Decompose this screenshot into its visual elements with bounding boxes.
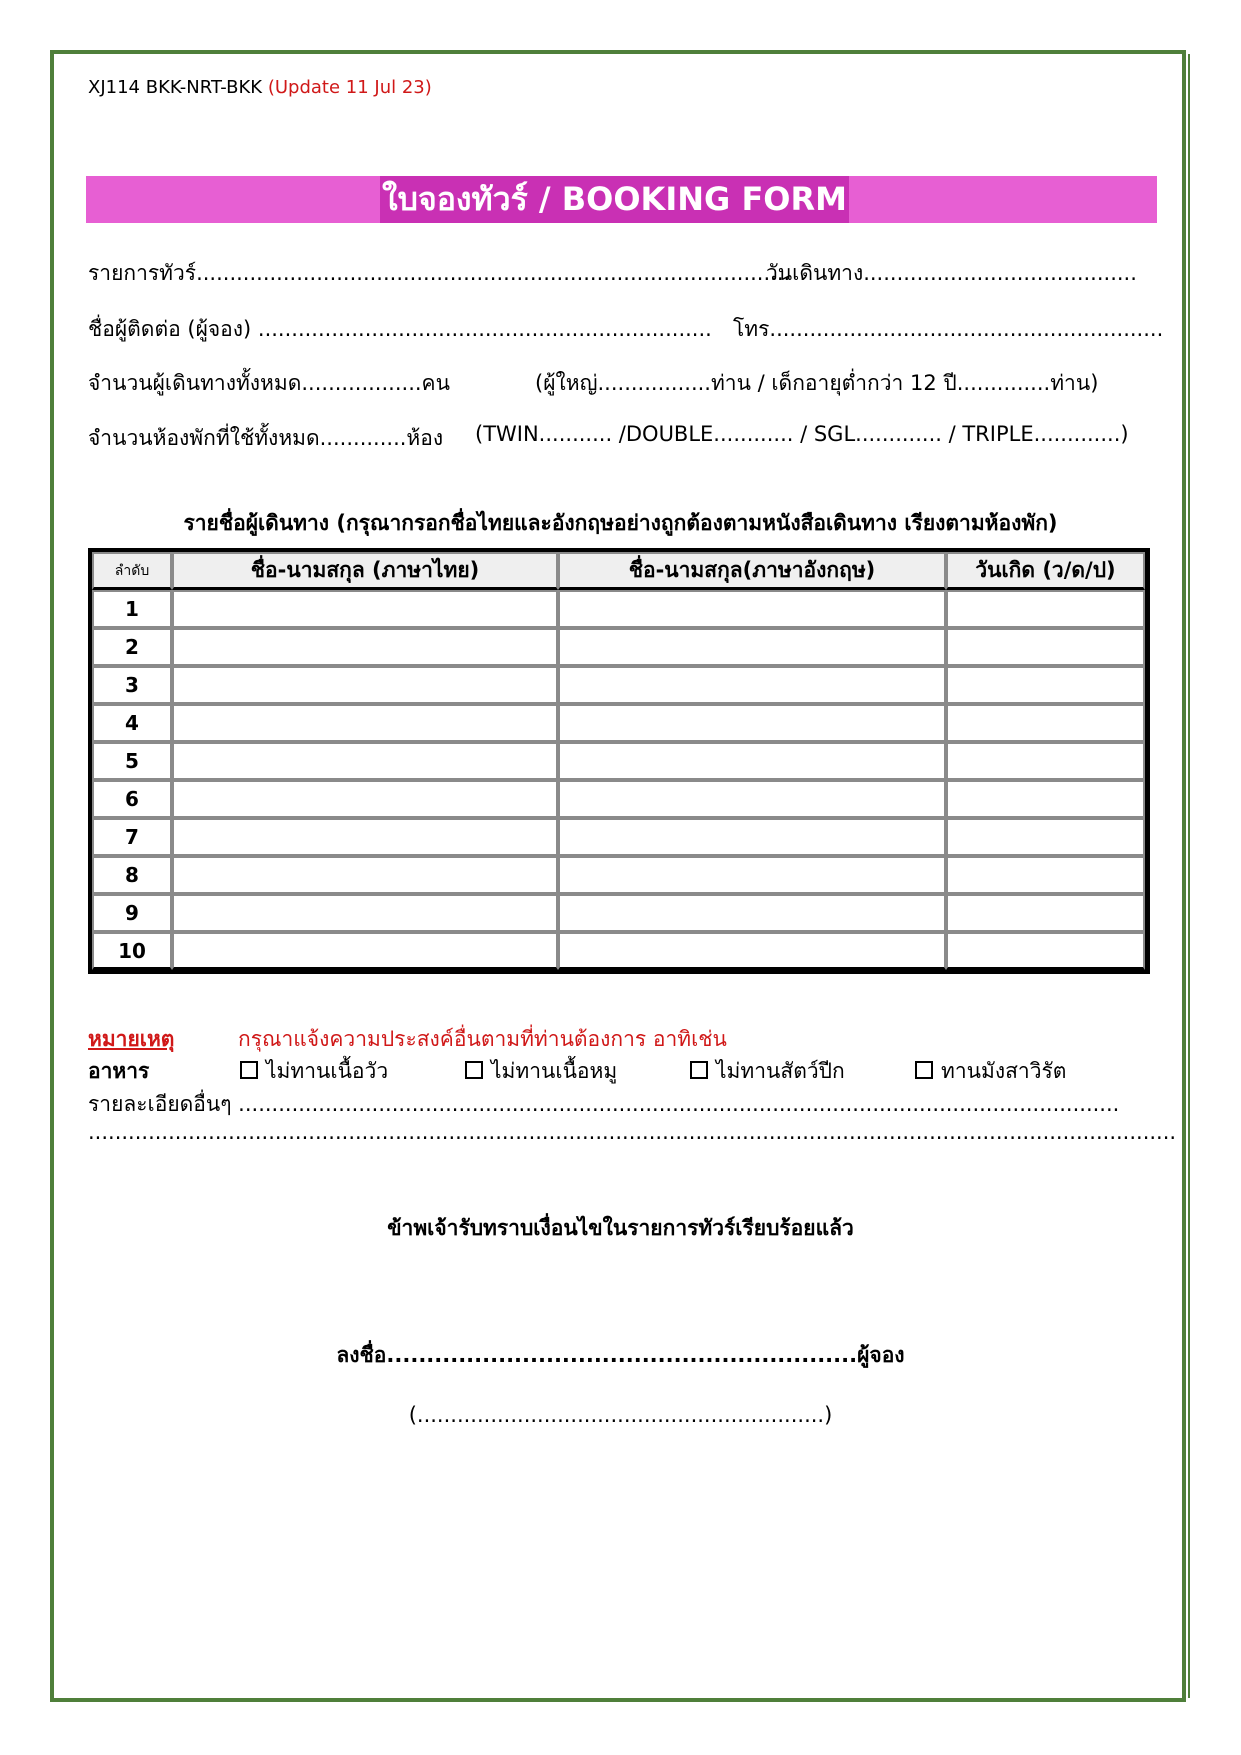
table-row: [92, 856, 1145, 894]
birthdate-cell[interactable]: [946, 856, 1145, 894]
english-name-cell[interactable]: [558, 780, 946, 818]
english-name-cell[interactable]: [558, 742, 946, 780]
update-date: (Update 11 Jul 23): [267, 77, 432, 98]
table-row: [92, 742, 1145, 780]
food-label: อาหาร: [88, 1059, 150, 1083]
tour-field[interactable]: รายการทัวร์.........................................................................................: [88, 261, 791, 285]
english-name-cell[interactable]: [558, 590, 946, 628]
row-number: 4: [92, 704, 172, 742]
travelers-breakdown[interactable]: (ผู้ใหญ่.................ท่าน / เด็กอายุต่ำกว่า 12 ปี..............ท่าน): [535, 371, 1099, 395]
contact-field[interactable]: ชื่อผู้ติดต่อ (ผู้จอง) ....................................................................: [88, 317, 712, 341]
row-number: 3: [92, 666, 172, 704]
thai-name-cell[interactable]: [172, 894, 558, 932]
thai-name-cell[interactable]: [172, 856, 558, 894]
thai-name-cell[interactable]: [172, 704, 558, 742]
table-row: [92, 818, 1145, 856]
table-row: [92, 666, 1145, 704]
checkbox[interactable]: [240, 1061, 258, 1079]
table-row: [92, 932, 1145, 970]
acknowledge-text: ข้าพเจ้ารับทราบเงื่อนไขในรายการทัวร์เรียบร้อยแล้ว: [387, 1216, 854, 1240]
header-thai-name: ชื่อ-นามสกุล (ภาษาไทย): [172, 552, 558, 590]
row-number: 1: [92, 590, 172, 628]
birthdate-cell[interactable]: [946, 780, 1145, 818]
birthdate-cell[interactable]: [946, 818, 1145, 856]
row-number: 5: [92, 742, 172, 780]
checkbox[interactable]: [690, 1061, 708, 1079]
thai-name-cell[interactable]: [172, 818, 558, 856]
form-title: ใบจองทัวร์ / BOOKING FORM: [380, 176, 849, 223]
birthdate-cell[interactable]: [946, 894, 1145, 932]
note-text: กรุณาแจ้งความประสงค์อื่นตามที่ท่านต้องการ อาทิเช่น: [238, 1027, 727, 1051]
tour-code-text: XJ114 BKK-NRT-BKK: [88, 77, 263, 98]
option-vegetarian[interactable]: ทานมังสาวิรัต: [915, 1055, 1066, 1088]
thai-name-cell[interactable]: [172, 590, 558, 628]
table-row: [92, 704, 1145, 742]
table-row: [92, 628, 1145, 666]
tour-code: [88, 77, 432, 98]
signature-field[interactable]: ลงชื่อ...........................................................ผู้จอง: [336, 1343, 905, 1367]
option-no-poultry[interactable]: ไม่ทานสัตว์ปีก: [690, 1055, 845, 1088]
header-birthdate: วันเกิด (ว/ด/ป): [946, 552, 1145, 590]
note-label: หมายเหตุ: [88, 1027, 175, 1051]
other-details-field[interactable]: รายละเอียดอื่นๆ ....................................................................................................................................: [88, 1092, 1120, 1116]
thai-name-cell[interactable]: [172, 932, 558, 970]
english-name-cell[interactable]: [558, 704, 946, 742]
thai-name-cell[interactable]: [172, 666, 558, 704]
option-no-pork[interactable]: ไม่ทานเนื้อหมู: [465, 1055, 617, 1088]
english-name-cell[interactable]: [558, 818, 946, 856]
english-name-cell[interactable]: [558, 856, 946, 894]
travelers-field[interactable]: จำนวนผู้เดินทางทั้งหมด..................คน: [88, 371, 450, 395]
table-header-row: [92, 552, 1145, 590]
checkbox[interactable]: [465, 1061, 483, 1079]
english-name-cell[interactable]: [558, 894, 946, 932]
traveler-table: [88, 548, 1150, 974]
english-name-cell[interactable]: [558, 932, 946, 970]
row-number: 7: [92, 818, 172, 856]
table-row: [92, 894, 1145, 932]
row-number: 2: [92, 628, 172, 666]
row-number: 10: [92, 932, 172, 970]
birthdate-cell[interactable]: [946, 932, 1145, 970]
thai-name-cell[interactable]: [172, 628, 558, 666]
birthdate-cell[interactable]: [946, 590, 1145, 628]
header-no: ลำดับ: [92, 552, 172, 590]
rooms-field[interactable]: จำนวนห้องพักที่ใช้ทั้งหมด.............ห้อง: [88, 426, 444, 450]
row-number: 9: [92, 894, 172, 932]
option-no-beef[interactable]: ไม่ทานเนื้อวัว: [240, 1055, 388, 1088]
birthdate-cell[interactable]: [946, 628, 1145, 666]
birthdate-cell[interactable]: [946, 666, 1145, 704]
phone-field[interactable]: โทร...........................................................: [733, 317, 1164, 341]
table-row: [92, 590, 1145, 628]
date-field[interactable]: วันเดินทาง.........................................: [766, 261, 1137, 285]
birthdate-cell[interactable]: [946, 704, 1145, 742]
thai-name-cell[interactable]: [172, 742, 558, 780]
table-title: รายชื่อผู้เดินทาง (กรุณากรอกชื่อไทยและอังกฤษอย่างถูกต้องตามหนังสือเดินทาง เรียงตามห้องพัก): [183, 511, 1058, 535]
checkbox[interactable]: [915, 1061, 933, 1079]
row-number: 8: [92, 856, 172, 894]
english-name-cell[interactable]: [558, 628, 946, 666]
table-row: [92, 780, 1145, 818]
thai-name-cell[interactable]: [172, 780, 558, 818]
other-details-line2[interactable]: ...................................................................................................................................................................: [88, 1120, 1177, 1144]
birthdate-cell[interactable]: [946, 742, 1145, 780]
signature-name-field[interactable]: (.............................................................): [408, 1403, 833, 1427]
english-name-cell[interactable]: [558, 666, 946, 704]
room-types-field[interactable]: (TWIN........... /DOUBLE............ / SGL............. / TRIPLE.............): [475, 422, 1129, 446]
row-number: 6: [92, 780, 172, 818]
header-english-name: ชื่อ-นามสกุล(ภาษาอังกฤษ): [558, 552, 946, 590]
